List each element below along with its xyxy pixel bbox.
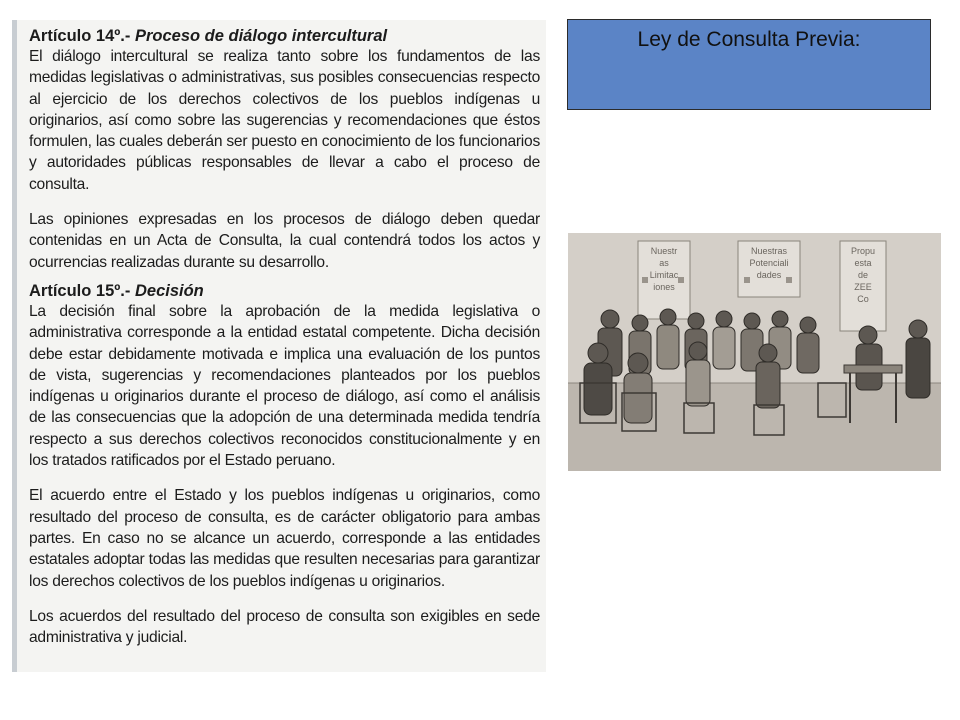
community-meeting-illustration	[568, 233, 941, 471]
scanned-law-document	[12, 20, 546, 672]
article-14-paragraph-2: Las opiniones expresadas en los procesos de diálogo deben quedar contenidas en un Acta de Consulta, la cual contendrá todos los actos y ocurrencias realizadas durante su desarrollo.	[29, 211, 540, 271]
article-14-label: Artículo 14º.-	[29, 27, 131, 45]
poster-potencialidades: Nuestras Potenciali dades	[749, 246, 789, 280]
article-15-paragraph-1: La decisión final sobre la aprobación de la medida legislativa o administrativa corresponde a la entidad estatal competente. Dicha decisión debe estar debidamente motivada e implica una evaluación de los puntos de vista, sugerencias y recomendaciones planteados por los pueblos indígenas u originarios durante el proceso de diálogo, así como el análisis de las consecuencias que la adopción de una determinada medida tendría respecto a sus derechos colectivos reconocidos constitucionalmente y en los tratados ratificados por el Estado peruano.	[29, 302, 540, 470]
slide-title-box	[567, 19, 931, 110]
article-14-title: Proceso de diálogo intercultural	[134, 27, 388, 45]
article-15-heading	[29, 281, 540, 301]
article-15-paragraph-3: Los acuerdos del resultado del proceso de consulta son exigibles en sede administrativa y judicial.	[29, 607, 540, 647]
article-15-label: Artículo 15º.-	[29, 281, 131, 300]
article-14-paragraph-1: El diálogo intercultural se realiza tanto sobre los fundamentos de las medidas legislativas o administrativas, sus posibles consecuencias respecto al ejercicio de los derechos colectivos de los pueblos indígenas u originarios, así como sobre las sugerencias y recomendaciones que éstos formulen, las cuales deberán ser puesto en conocimiento de los funcionarios y autoridades públicas responsables de llevar a cabo el proceso de consulta.	[29, 48, 540, 193]
article-15-paragraph-2: El acuerdo entre el Estado y los pueblos indígenas u originarios, como resultado del proceso de consulta, es de carácter obligatorio para ambas partes. En caso no se alcance un acuerdo, corresponde a las entidades estatales adoptar todas las medidas que resulten necesarias para garantizar los derechos colectivos de los pueblos indígenas u originarios.	[29, 487, 540, 590]
poster-limitaciones: Nuestr as Limitac iones	[649, 246, 679, 292]
poster-propuesta-zee: Propu esta de ZEE Co	[850, 246, 876, 304]
article-15-title: Decisión	[134, 281, 204, 300]
article-14-heading	[29, 26, 540, 46]
slide-title: Ley de Consulta Previa:	[637, 28, 861, 51]
